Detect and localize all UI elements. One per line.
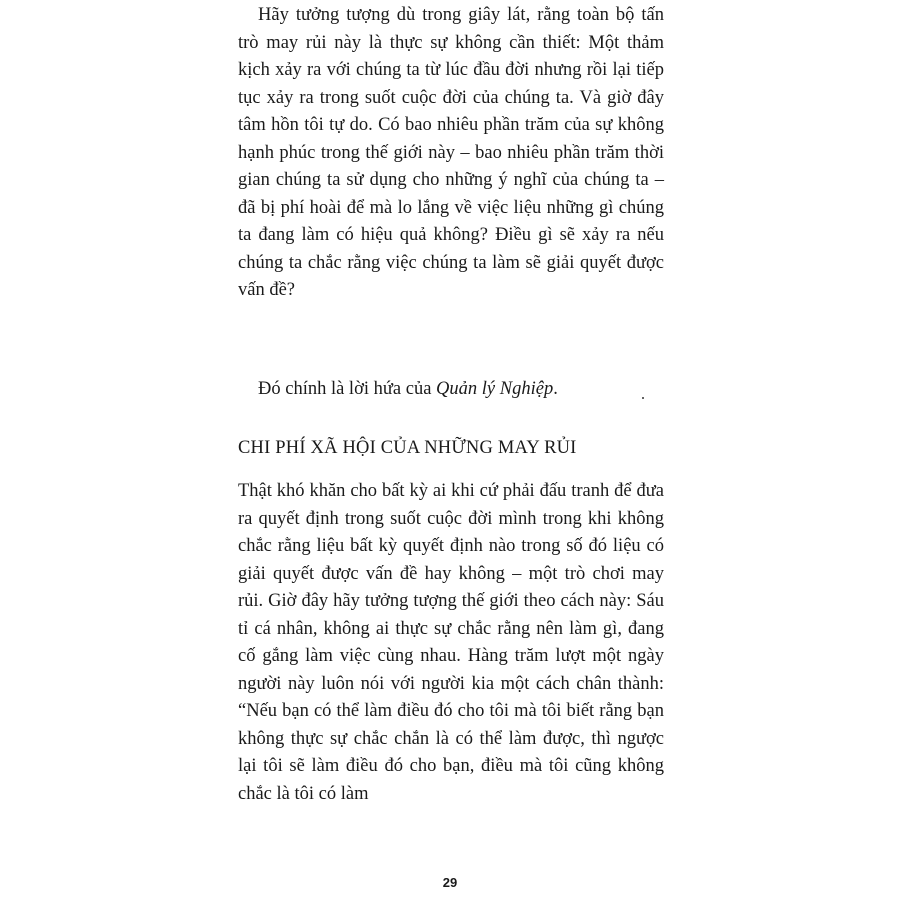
body-paragraph-1: Hãy tưởng tượng dù trong giây lát, rằng toàn bộ tấn trò may rủi này là thực sự không cần thiết: Một thảm kịch xảy ra với chúng ta từ lúc đầu đời nhưng rồi lại tiếp tục xảy ra trong suốt cuộc đời của chúng ta. Và giờ đây tâm hồn tôi tự do. Có bao nhiêu phần trăm của sự không hạnh phúc trong thế giới này – bao nhiêu phần trăm thời gian chúng ta sử dụng cho những ý nghĩ của chúng ta – đã bị phí hoài để mà lo lắng về việc liệu những gì chúng ta đang làm có hiệu quả không? Điều gì sẽ xảy ra nếu chúng ta chắc rằng việc chúng ta làm sẽ giải quyết được vấn đề? xyxy=(238,5,664,300)
body-paragraph-2 xyxy=(238,376,664,404)
book-title-emphasis: Quản lý Nghiệp xyxy=(436,379,554,399)
scan-speck xyxy=(642,397,644,399)
page-number: 29 xyxy=(442,875,458,890)
body-paragraph-3: Thật khó khăn cho bất kỳ ai khi cứ phải đấu tranh để đưa ra quyết định trong suốt cuộc đời mình trong khi không chắc rằng liệu bất kỳ quyết định nào trong số đó liệu có giải quyết được vấn đề hay không – một trò chơi may rủi. Giờ đây hãy tưởng tượng thế giới theo cách này: Sáu tỉ cá nhân, không ai thực sự chắc rằng nên làm gì, đang cố gắng làm việc cùng nhau. Hàng trăm lượt một ngày người này luôn nói với người kia một cách chân thành: “Nếu bạn có thể làm điều đó cho tôi mà tôi biết rằng bạn không thực sự chắc chắn là có thể làm được, thì ngược lại tôi sẽ làm điều đó cho bạn, điều mà tôi cũng không chắc là tôi có làm xyxy=(238,481,664,804)
paragraph-2-lead: Đó chính là lời hứa của xyxy=(258,379,437,399)
paragraph-2-trail: . xyxy=(553,379,558,399)
section-heading: CHI PHÍ XÃ HỘI CỦA NHỮNG MAY RỦI xyxy=(238,438,577,458)
